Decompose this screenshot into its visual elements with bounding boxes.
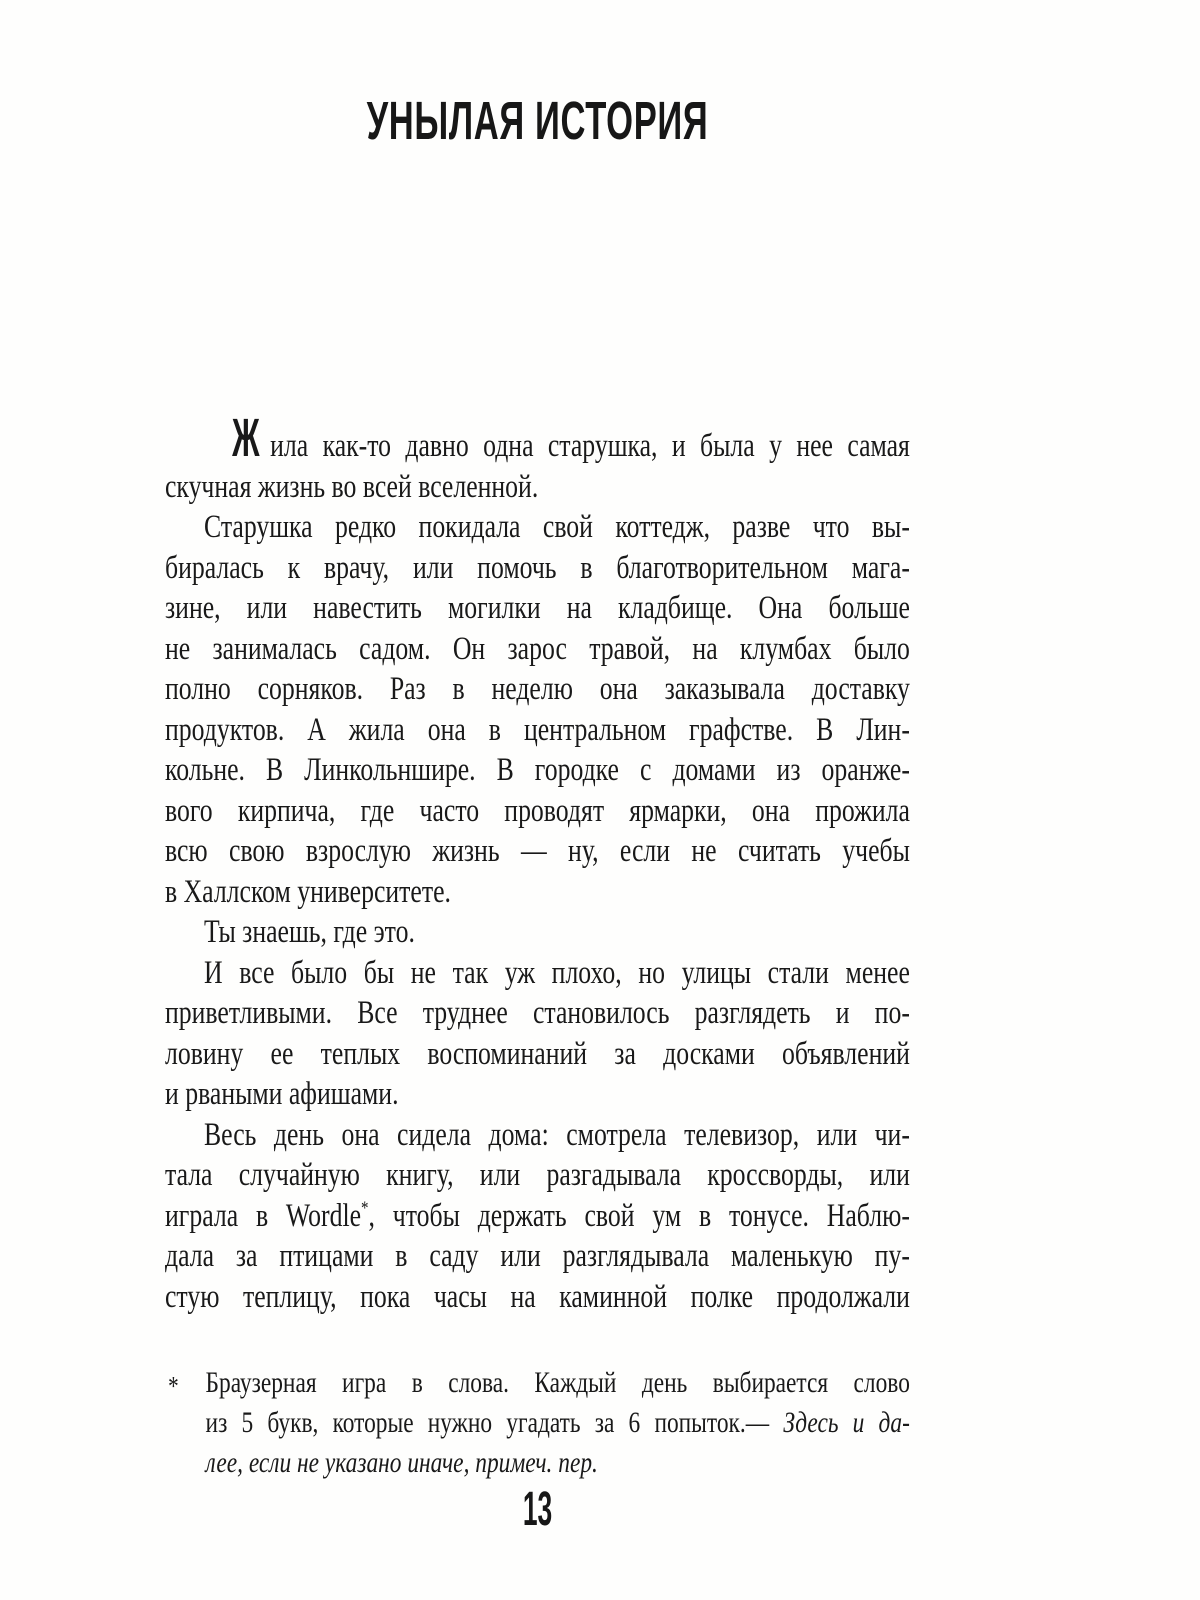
text-block [165,408,910,1483]
translator-note-italic: Здесь и да- [783,1406,910,1439]
text-line: полно сорняков. Раз в неделю она заказывала доставку [165,671,910,707]
text-line: продуктов. А жила она в центральном графстве. В Лин- [165,711,910,748]
chapter-title: УНЫЛАЯ ИСТОРИЯ [366,91,709,151]
text-line: приветливыми. Все труднее становилось разглядеть и по- [165,995,910,1031]
text-line: в Халлском университете. [165,873,451,910]
text-line: всю свою взрослую жизнь — ну, если не считать учебы [165,833,910,869]
paragraph-5 [165,1115,910,1318]
initial-letter: Ж [232,408,260,468]
text-line: и рваными афишами. [165,1076,399,1112]
paragraph-1 [165,408,910,507]
text-line: не занималась садом. Он зарос травой, на клумбах было [165,630,910,667]
text-line [206,1403,910,1443]
text-line: Браузерная игра в слова. Каждый день выбирается слово [205,1366,910,1399]
page-number: 13 [522,1483,553,1536]
text-line: лее, если не указано иначе, примеч. пер. [205,1446,598,1479]
text-line: тала случайную книгу, или разгадывала кроссворды, или [165,1157,910,1193]
text-line: Весь день она сидела дома: смотрела телевизор, или чи- [204,1116,910,1153]
paragraph-3 [165,912,910,953]
text-line [165,408,910,468]
text-line: стую теплицу, пока часы на каминной полке продолжали [165,1278,910,1315]
text-run: играла в Wordle [165,1197,362,1234]
text-run: из 5 букв, которые нужно угадать за 6 попыток.— [205,1406,784,1439]
text-line: Старушка редко покидала свой коттедж, разве что вы- [204,509,910,545]
text-line: дала за птицами в саду или разглядывала маленькую пу- [165,1238,910,1274]
text-line: Ты знаешь, где это. [204,914,415,950]
text-line: ловину ее теплых воспоминаний за досками объявлений [165,1035,910,1072]
text-line: зине, или навестить могилки на кладбище. Она больше [165,590,910,626]
text-line [165,1196,910,1237]
footnote [165,1363,910,1483]
text-line: вого кирпича, где часто проводят ярмарки, она прожила [165,792,910,829]
text-run: , чтобы держать свой ум в тонусе. Наблю- [368,1197,910,1234]
paragraph-2 [165,507,910,912]
footnote-reference-asterisk: * [361,1197,369,1219]
paragraph-4 [165,953,910,1115]
text-run: ила как-то давно одна старушка, и была у нее самая [270,428,910,464]
footnote-text [206,1363,910,1483]
text-line: кольне. В Линкольншире. В городке с домами из оранже- [165,752,910,788]
text-line: скучная жизнь во всей вселенной. [165,468,539,505]
footnote-marker-asterisk: * [168,1371,179,1401]
text-line: биралась к врачу, или помочь в благотворительном мага- [165,549,910,586]
text-line: И все было бы не так уж плохо, но улицы стали менее [204,954,910,991]
